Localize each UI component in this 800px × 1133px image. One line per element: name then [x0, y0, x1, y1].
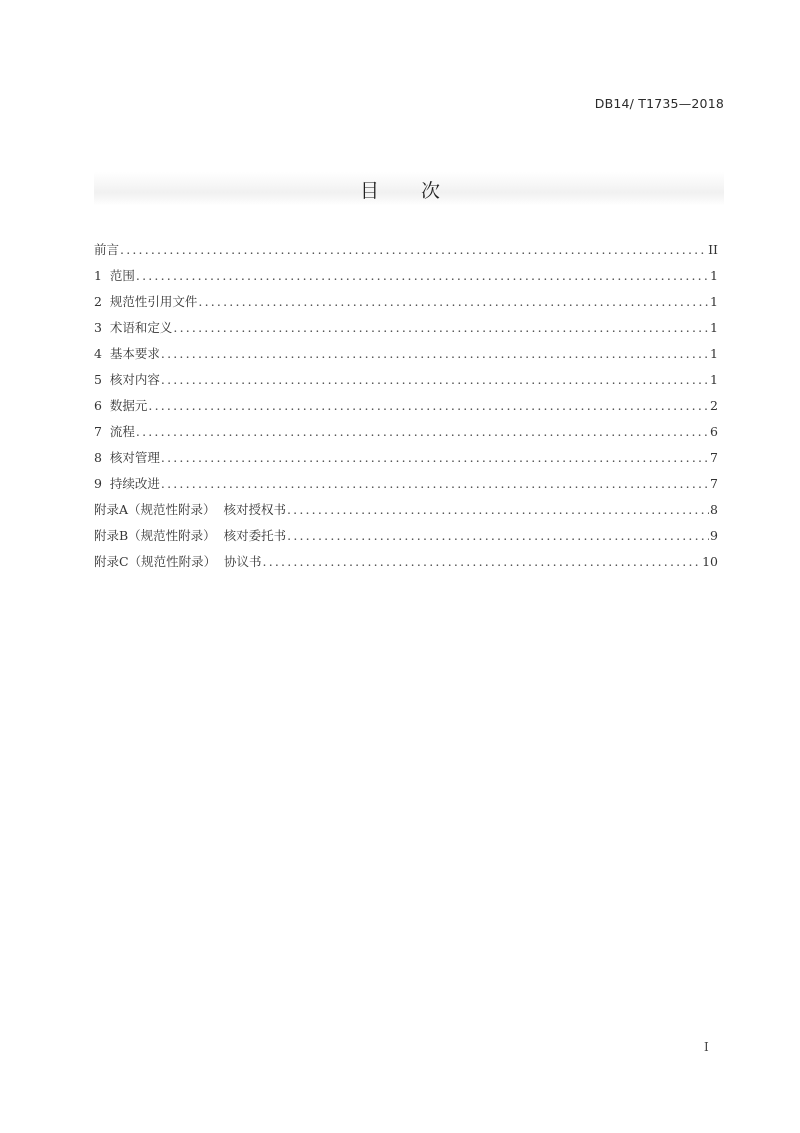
- document-code: DB14/ T1735—2018: [594, 96, 724, 111]
- toc-entry-label: 8 核对管理: [94, 450, 160, 465]
- toc-entry-page: 2: [710, 398, 718, 413]
- toc-entry-page: 6: [710, 424, 718, 439]
- toc-leader-dots: [161, 474, 709, 494]
- toc-entry-basic-requirements[interactable]: [94, 344, 718, 370]
- toc-entry-page: 9: [710, 528, 718, 543]
- toc-leader-dots: [161, 370, 709, 390]
- toc-entry-verification-content[interactable]: [94, 370, 718, 396]
- title-char-1: 目: [359, 180, 379, 202]
- toc-leader-dots: [173, 318, 709, 338]
- toc-entry-data-elements[interactable]: [94, 396, 718, 422]
- title-char-2: 次: [421, 180, 441, 202]
- toc-entry-label: 前言: [94, 242, 120, 257]
- toc-entry-appendix-a[interactable]: [94, 500, 718, 526]
- toc-entry-page: 1: [710, 346, 718, 361]
- toc-entry-page: 1: [710, 268, 718, 283]
- toc-entry-process[interactable]: [94, 422, 718, 448]
- toc-entry-label: 1 范围: [94, 268, 135, 283]
- toc-entry-label: 9 持续改进: [94, 476, 160, 491]
- toc-entry-label: 2 规范性引用文件: [94, 294, 198, 309]
- toc-leader-dots: [120, 240, 707, 260]
- toc-entry-continuous-improvement[interactable]: [94, 474, 718, 500]
- toc-entry-page: 10: [702, 554, 718, 569]
- toc-entry-verification-management[interactable]: [94, 448, 718, 474]
- toc-entry-label: 4 基本要求: [94, 346, 160, 361]
- toc-entry-page: 1: [710, 294, 718, 309]
- toc-entry-page: 1: [710, 320, 718, 335]
- toc-entry-label: 7 流程: [94, 424, 135, 439]
- toc-leader-dots: [198, 292, 709, 312]
- toc-leader-dots: [148, 396, 709, 416]
- toc-entry-label: 附录C（规范性附录） 协议书: [94, 554, 262, 569]
- table-of-contents: [94, 240, 718, 578]
- toc-leader-dots: [136, 422, 709, 442]
- toc-entry-appendix-c[interactable]: [94, 552, 718, 578]
- toc-entry-normative-references[interactable]: [94, 292, 718, 318]
- page-number: I: [704, 1040, 709, 1054]
- page-title: [0, 176, 800, 203]
- toc-leader-dots: [287, 526, 709, 546]
- toc-entry-page: 7: [710, 450, 718, 465]
- toc-entry-label: 5 核对内容: [94, 372, 160, 387]
- toc-leader-dots: [161, 448, 709, 468]
- toc-leader-dots: [136, 266, 709, 286]
- toc-entry-page: II: [708, 242, 718, 257]
- toc-entry-page: 1: [710, 372, 718, 387]
- toc-entry-scope[interactable]: [94, 266, 718, 292]
- toc-entry-page: 8: [710, 502, 718, 517]
- toc-entry-terms[interactable]: [94, 318, 718, 344]
- toc-entry-foreword[interactable]: [94, 240, 718, 266]
- toc-leader-dots: [161, 344, 709, 364]
- toc-leader-dots: [287, 500, 709, 520]
- toc-leader-dots: [263, 552, 702, 572]
- toc-entry-label: 3 术语和定义: [94, 320, 173, 335]
- toc-entry-label: 6 数据元: [94, 398, 148, 413]
- toc-entry-page: 7: [710, 476, 718, 491]
- toc-entry-appendix-b[interactable]: [94, 526, 718, 552]
- toc-entry-label: 附录A（规范性附录） 核对授权书: [94, 502, 286, 517]
- toc-entry-label: 附录B（规范性附录） 核对委托书: [94, 528, 287, 543]
